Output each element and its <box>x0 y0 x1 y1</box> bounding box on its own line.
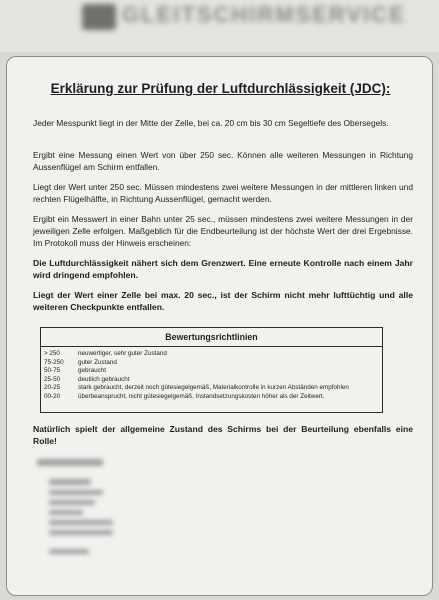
rating-row <box>44 359 380 368</box>
greeting-blurred <box>37 459 103 466</box>
closing-note: Natürlich spielt der allgemeine Zustand des Schirms bei der Beurteilung ebenfalls eine Rolle! <box>33 424 413 446</box>
note-limit-warning: Die Luftdurchlässigkeit nähert sich dem Grenzwert. Eine erneute Kontrolle nach einem Jahr wird dringend empfohlen. <box>33 258 413 280</box>
rating-row <box>44 350 380 359</box>
signature-name-blurred <box>49 479 91 485</box>
rating-range: 75-250 <box>44 358 64 366</box>
rating-range: 50-75 <box>44 367 61 374</box>
paragraph-measuring-point: Jeder Messpunkt liegt in der Mitte der Zelle, bei ca. 20 cm bis 30 cm Segeltiefe des Obersegels. <box>33 118 389 128</box>
rating-row <box>44 384 380 393</box>
rating-description: guter Zustand <box>78 358 117 366</box>
email-blurred <box>49 549 89 554</box>
note-not-airworthy: Liegt der Wert einer Zelle bei max. 20 sec., ist der Schirm nicht mehr lufttüchtig und alle weiteren Checkpunkte entfallen. <box>33 290 413 312</box>
divider <box>41 346 382 347</box>
address-line-blurred <box>49 490 103 495</box>
rating-range: 00-20 <box>44 392 61 400</box>
rating-range: 20-25 <box>44 384 61 391</box>
rating-description: überbeansprucht, nicht gütesiegelgemäß, Instandsetzungskosten höher als der Zeitwert. <box>78 392 325 400</box>
letterhead <box>0 0 439 52</box>
company-logo <box>82 4 116 30</box>
rating-guidelines-box <box>40 327 383 413</box>
rating-description: neuwertiger, sehr guter Zustand <box>78 350 167 357</box>
paragraph-under-250: Liegt der Wert unter 250 sec. Müssen mindestens zwei weitere Messungen in der mittleren linken und rechten Flügelhälfte, in Richtung Aussenflügel, gemacht werden. <box>33 182 413 204</box>
rating-description: deutlich gebraucht <box>78 375 130 383</box>
document-page <box>6 56 433 596</box>
rating-row <box>44 376 380 385</box>
address-line-blurred <box>49 510 83 515</box>
paragraph-under-25: Ergibt ein Messwert in einer Bahn unter 25 sec., müssen mindestens zwei weitere Messungen in der jeweiligen Zelle erfolgen. Maßgeblich für die Endbeurteilung ist der höchste Wert der drei Ergebnisse. Im Protokoll muss der Hinweis erscheinen: <box>33 214 413 248</box>
rating-guidelines-title: Bewertungsrichtlinien <box>165 332 258 342</box>
rating-description: stark gebraucht, derzeit noch gütesiegelgemäß, Materialkontrolle in kurzen Abständen empfohlen <box>78 384 349 391</box>
fax-line-blurred <box>49 530 113 535</box>
rating-description: gebraucht <box>78 367 107 374</box>
paragraph-over-250: Ergibt eine Messung einen Wert von über 250 sec. Können alle weiteren Messungen in Richtung Aussenflügel am Schirm entfallen. <box>33 150 413 172</box>
rating-range: 25-50 <box>44 375 61 383</box>
address-line-blurred <box>49 500 95 505</box>
rating-row <box>44 367 380 376</box>
document-title: Erklärung zur Prüfung der Luftdurchlässigkeit (JDC): <box>50 81 391 96</box>
brand-name: GLEITSCHIRMSERVICE <box>122 2 406 27</box>
phone-line-blurred <box>49 520 113 525</box>
rating-range: > 250 <box>44 350 60 357</box>
rating-row <box>44 393 380 402</box>
rating-list <box>44 350 380 401</box>
